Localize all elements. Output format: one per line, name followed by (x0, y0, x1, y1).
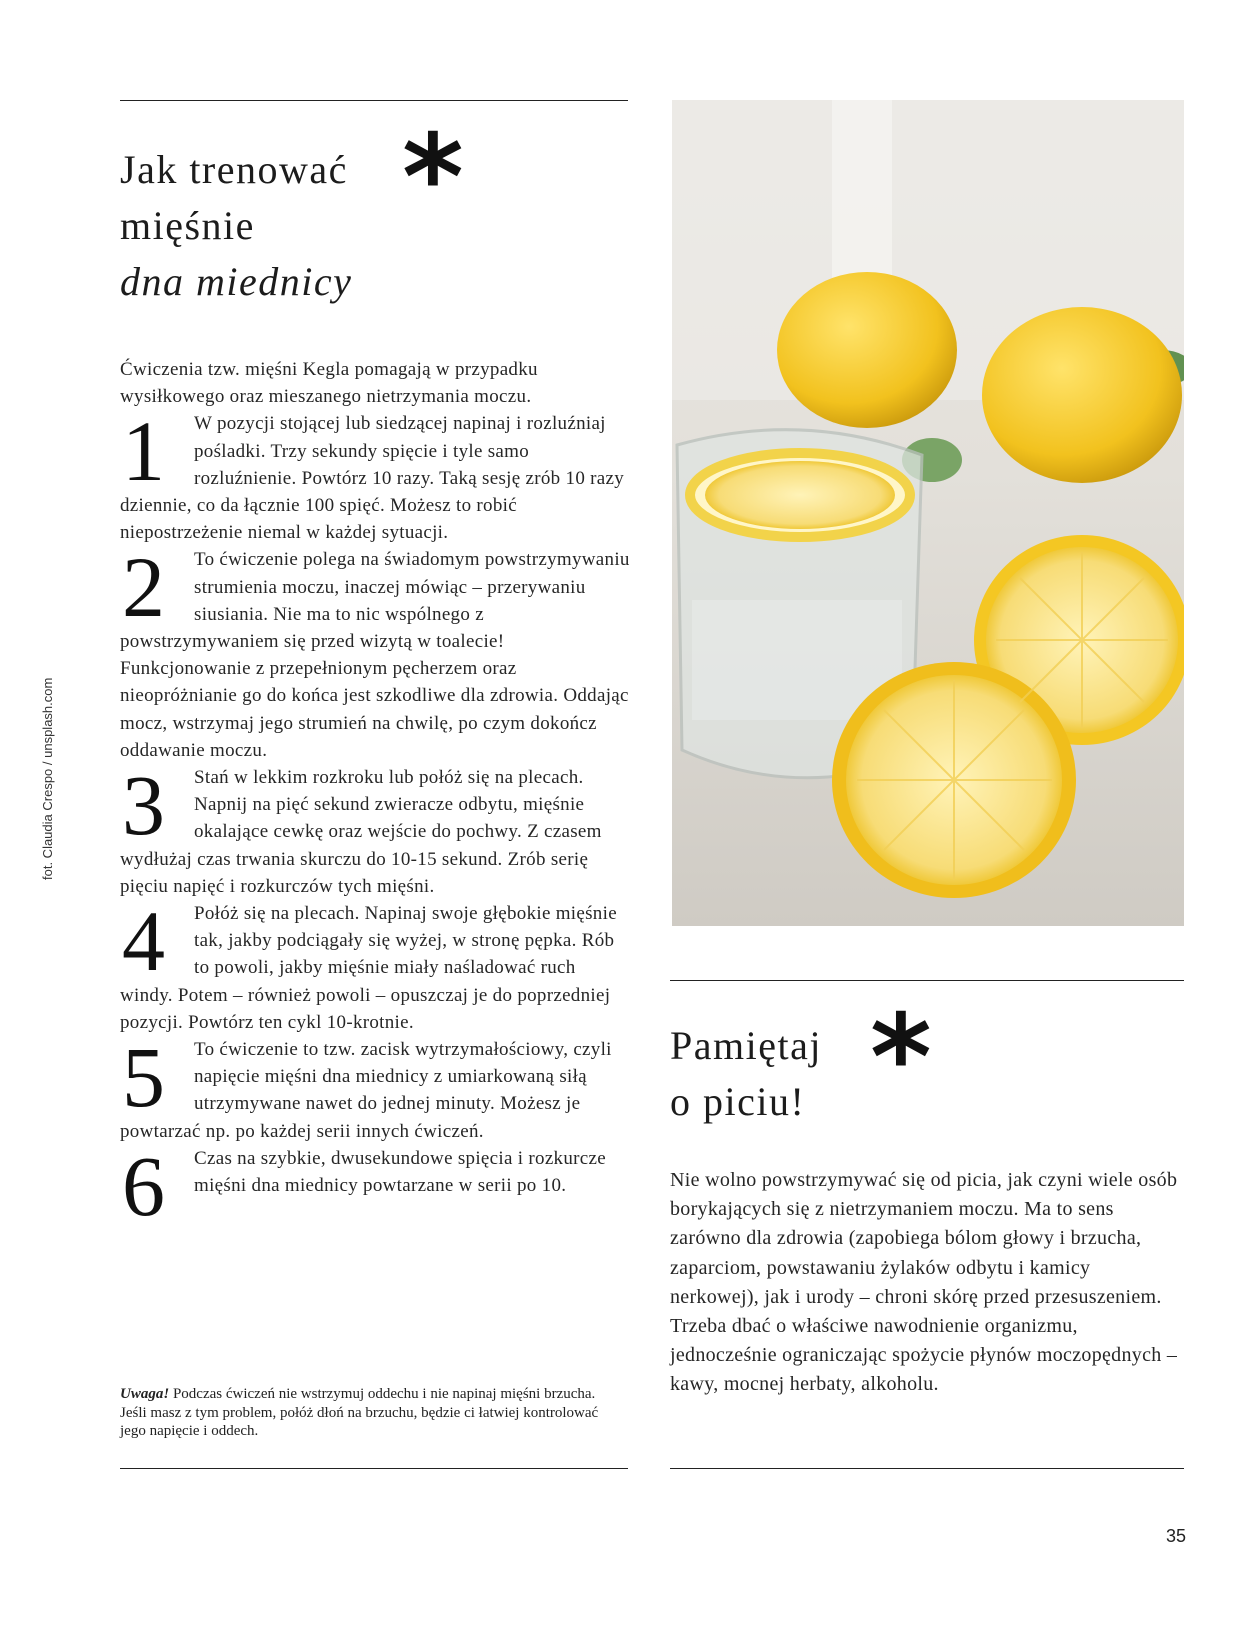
bottom-rule-left (120, 1468, 628, 1469)
asterisk-icon: * (870, 988, 932, 1126)
step-text: To ćwiczenie polega na świadomym powstrzymywaniu strumienia moczu, inaczej mówiąc – przerywaniu siusiania. Nie ma to nic wspólnego z powstrzymywaniem się przed wizytą w toalecie! Funkcjonowanie z przepełnionym pęcherzem oraz nieopróżnianie go do końca jest szkodliwe dla zdrowia. Oddając mocz, wstrzymaj jego strumień na chwilę, po czym dokończ oddawanie moczu. (120, 549, 630, 761)
sidebar-title-line-1: Pamiętaj (670, 1023, 822, 1068)
asterisk-icon: * (402, 108, 464, 246)
step-2 (120, 539, 630, 764)
step-text: Czas na szybkie, dwusekundowe spięcia i rozkurcze mięśni dna miednicy powtarzane w serii po 10. (194, 1147, 606, 1197)
intro-paragraph: Ćwiczenia tzw. mięśni Kegla pomagają w przypadku wysiłkowego oraz mieszanego nietrzymania moczu. (120, 359, 538, 408)
title-line-2: mięśnie (120, 203, 255, 248)
sidebar-title-line-2: o piciu! (670, 1079, 806, 1124)
title-line-3: dna miednicy (120, 259, 353, 304)
lemon-water-illustration (672, 100, 1184, 926)
step-text: To ćwiczenie to tzw. zacisk wytrzymałościowy, czyli napięcie mięśni dna miednicy z umiarkowaną siłą utrzymywane nawet do jednej minuty. Możesz je powtarzać np. po każdej serii innych ćwiczeń. (120, 1039, 612, 1142)
top-rule-right (670, 980, 1184, 981)
step-number: 6 (122, 1137, 166, 1234)
step-6 (120, 1137, 630, 1234)
note-text: Podczas ćwiczeń nie wstrzymuj oddechu i nie napinaj mięśni brzucha. Jeśli masz z tym problem, połóż dłoń na brzuchu, będzie ci łatwiej kontrolować jego napięcie i oddech. (120, 1386, 599, 1439)
step-number: 4 (122, 893, 166, 990)
photo-credit: fot. Claudia Crespo / unsplash.com (40, 677, 55, 880)
step-number: 5 (122, 1029, 166, 1126)
step-5 (120, 1029, 630, 1145)
step-number: 2 (122, 539, 166, 636)
step-text: Połóż się na plecach. Napinaj swoje głębokie mięśnie tak, jakby podciągały się wyżej, w stronę pępka. Rób to powoli, jakby mięśnie miały naśladować ruch windy. Potem – również powoli – opuszczaj je do poprzedniej pozycji. Powtórz ten cykl 10-krotnie. (120, 903, 617, 1033)
sidebar-body: Nie wolno powstrzymywać się od picia, jak czyni wiele osób borykających się z nietrzymaniem moczu. Ma to sens zarówno dla zdrowia (zapobiega bólom głowy i brzucha, zaparciom, powstawaniu żylaków odbytu i kamicy nerkowej), jak i urody – chroni skórę przed przesuszeniem. Trzeba dbać o właściwe nawodnienie organizmu, jednocześnie ograniczając spożycie płynów moczopędnych – kawy, mocnej herbaty, alkoholu. (670, 1169, 1178, 1396)
step-text: Stań w lekkim rozkroku lub połóż się na plecach. Napnij na pięć sekund zwieracze odbytu, mięśnie okalające cewkę oraz wejście do pochwy. Z czasem wydłużaj czas trwania skurczu do 10-15 sekund. Zrób serię pięciu napięć i rozkurczów tych mięśni. (120, 767, 602, 897)
note-label: Uwaga! (120, 1386, 170, 1402)
step-text: W pozycji stojącej lub siedzącej napinaj i rozluźniaj pośladki. Trzy sekundy spięcie i tyle samo rozluźnienie. Powtórz 10 razy. Taką sesję zrób 10 razy dziennie, co da łącznie 100 spięć. Możesz to robić niepostrzeżenie niemal w każdej sytuacji. (120, 413, 625, 544)
step-number: 3 (122, 757, 166, 854)
step-3 (120, 757, 630, 900)
article-body (120, 356, 630, 1234)
step-1 (120, 403, 630, 546)
sidebar-title (670, 1018, 822, 1130)
step-4 (120, 893, 630, 1036)
article-title (120, 142, 352, 310)
step-number: 1 (122, 403, 166, 500)
lemon-water-photo (672, 100, 1184, 926)
warning-note (120, 1385, 625, 1441)
top-rule-left (120, 100, 628, 101)
page-number: 35 (1165, 1526, 1186, 1546)
title-line-1: Jak trenować (120, 147, 348, 192)
bottom-rule-right (670, 1468, 1184, 1469)
